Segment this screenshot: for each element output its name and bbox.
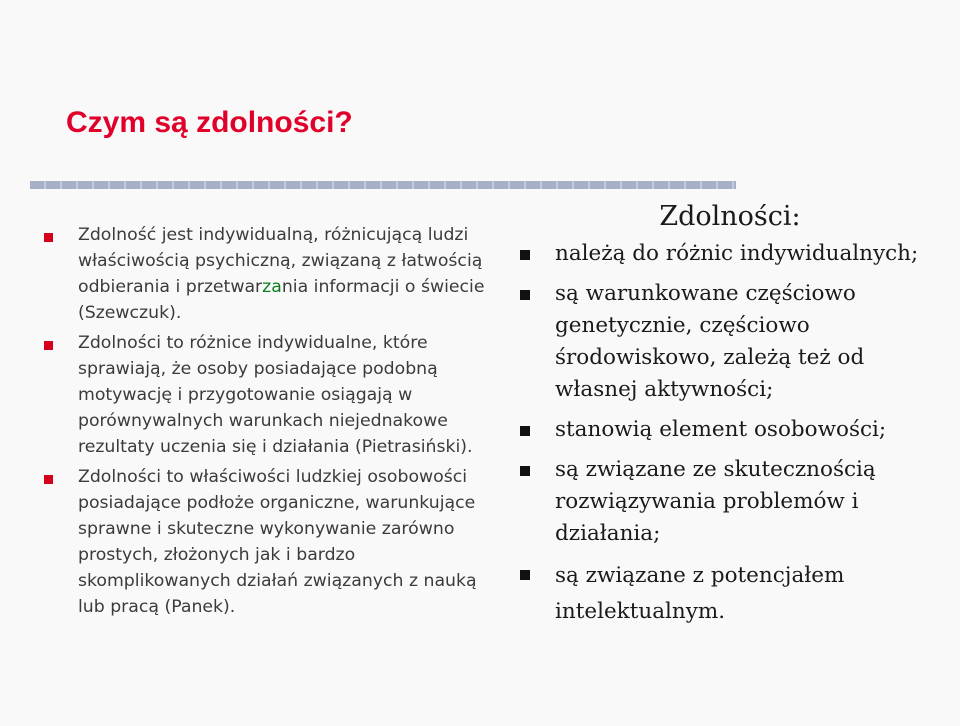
- left-bullet: [44, 464, 504, 620]
- left-bullet-text-1b: nia informacji o świecie (Szewczuk).: [78, 277, 485, 323]
- bullet-square-icon: [520, 426, 530, 436]
- right-heading: Zdolności:: [659, 201, 801, 232]
- left-bullet-text-1a: Zdolność jest indywidualną, różnicującą ludzi właściwością psychiczną, związaną z łatwością odbierania i przetwar: [78, 225, 483, 297]
- right-bullet-text-5: są związane z potencjałem intelektualnym.: [555, 563, 845, 624]
- right-bullet: [520, 558, 940, 630]
- left-bullet: [44, 222, 504, 326]
- right-bullet: [520, 414, 940, 446]
- bullet-square-icon: [520, 570, 530, 580]
- right-bullet-text-4: są związane ze skutecznością rozwiązywania problemów i działania;: [555, 457, 876, 546]
- left-column: [44, 222, 504, 624]
- title-divider: [30, 181, 736, 189]
- bullet-square-icon: [520, 290, 530, 300]
- right-column: [520, 200, 940, 638]
- left-bullet-text-1-highlight: za: [262, 277, 282, 297]
- right-bullet-text-3: stanowią element osobowości;: [555, 417, 887, 442]
- bullet-square-icon: [520, 466, 530, 476]
- bullet-square-icon: [44, 233, 53, 242]
- right-bullet: [520, 278, 940, 406]
- bullet-square-icon: [520, 250, 530, 260]
- right-bullet-text-2: są warunkowane częściowo genetycznie, częściowo środowiskowo, zależą też od własnej aktywności;: [555, 281, 865, 402]
- right-bullet: [520, 454, 940, 550]
- right-bullet: [520, 238, 940, 270]
- right-bullet-text-1: należą do różnic indywidualnych;: [555, 241, 919, 266]
- left-bullet-text-2: Zdolności to różnice indywidualne, które sprawiają, że osoby posiadające podobną motywację i przygotowanie osiągają w porównywalnych warunkach niejednakowe rezultaty uczenia się i działania (Pietrasiński).: [78, 333, 473, 457]
- left-bullet-text-3: Zdolności to właściwości ludzkiej osobowości posiadające podłoże organiczne, warunkujące sprawne i skuteczne wykonywanie zarówno prostych, złożonych jak i bardzo skomplikowanych działań związanych z nauką lub pracą (Panek).: [78, 467, 477, 617]
- bullet-square-icon: [44, 341, 53, 350]
- left-bullet: [44, 330, 504, 460]
- slide-title: Czym są zdolności?: [66, 106, 353, 139]
- bullet-square-icon: [44, 475, 53, 484]
